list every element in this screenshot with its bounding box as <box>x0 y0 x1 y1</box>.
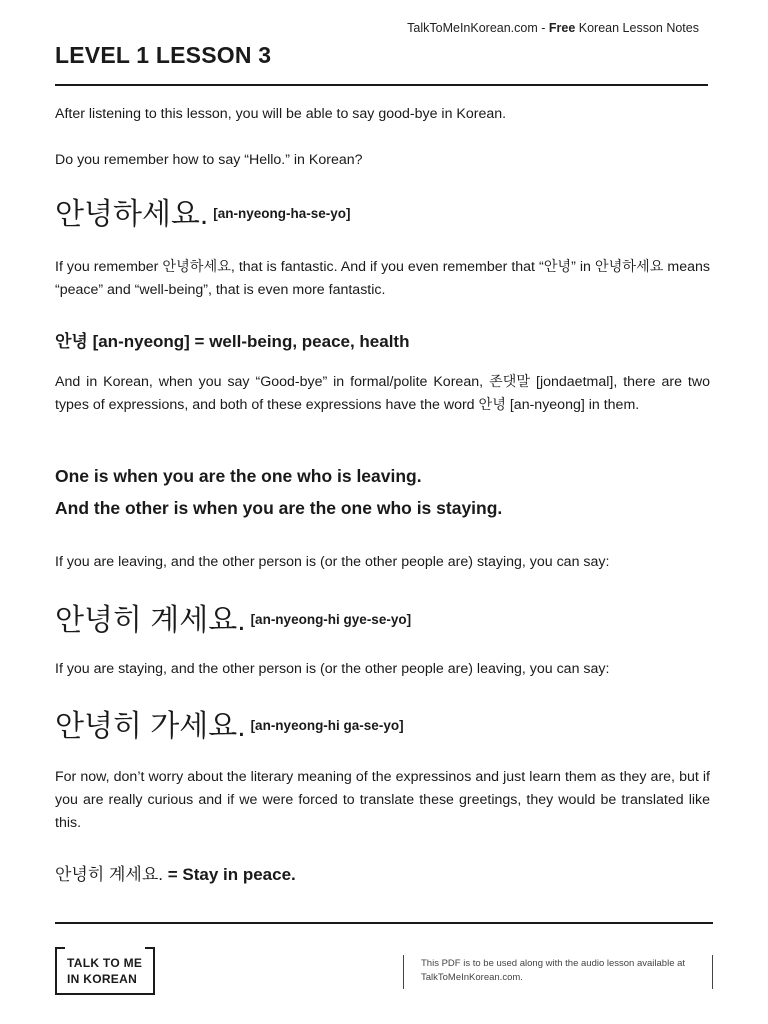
stay-korean: 안녕히 계세요. <box>55 604 246 637</box>
logo-corner-right <box>145 947 155 949</box>
go-romanization: [an-nyeong-hi ga-se-yo] <box>250 718 404 733</box>
translation-korean: 안녕히 계세요. <box>55 865 163 884</box>
footer-bar-left <box>403 955 404 989</box>
title-divider <box>55 84 708 86</box>
header-dash: - <box>537 21 549 35</box>
hello-question: Do you remember how to say “Hello.” in Korean? <box>55 152 363 168</box>
footer-note: This PDF is to be used along with the audio lesson available at TalkToMeInKorean.com. <box>421 958 686 983</box>
logo-line-2: IN KOREAN <box>67 972 138 986</box>
footer-bar-right <box>712 955 713 989</box>
annyeong-definition: 안녕 [an-nyeong] = well-being, peace, health <box>55 332 410 351</box>
hello-romanization: [an-nyeong-ha-se-yo] <box>213 206 351 221</box>
footer-divider <box>55 922 713 924</box>
header-rest: Korean Lesson Notes <box>575 21 699 35</box>
page-title: LEVEL 1 LESSON 3 <box>55 42 272 68</box>
hello-phrase <box>55 189 351 233</box>
hello-korean: 안녕하세요. <box>55 198 209 231</box>
go-korean: 안녕히 가세요. <box>55 710 246 743</box>
logo-corner-left <box>55 947 65 949</box>
go-phrase <box>55 701 404 745</box>
hello-explanation: If you remember 안녕하세요, that is fantastic. And if you even remember that “안녕” in 안녕하세요 means “peace” and “well-being”, that is even more fantastic. <box>55 259 710 298</box>
logo-line-1: TALK TO ME <box>67 956 143 970</box>
goodbye-explanation: And in Korean, when you say “Good-bye” in formal/polite Korean, 존댓말 [jondaetmal], there are two types of expressions, and both of these expressions have the word 안녕 [an-nyeong] in them. <box>55 374 710 413</box>
stay-romanization: [an-nyeong-hi gye-se-yo] <box>250 612 412 627</box>
emphasis-staying: And the other is when you are the one who is staying. <box>55 498 503 518</box>
intro-paragraph: After listening to this lesson, you will be able to say good-bye in Korean. <box>55 106 507 122</box>
translation-english: = Stay in peace. <box>162 865 296 884</box>
stay-phrase <box>55 595 411 639</box>
translation-explanation: For now, don’t worry about the literary meaning of the expressinos and just learn them as they are, but if you are really curious and if we were forced to translate these greetings, they would be translated like this. <box>55 769 710 831</box>
header-site: TalkToMeInKorean.com <box>407 21 538 35</box>
ttmik-logo <box>55 947 155 995</box>
leaving-instruction: If you are leaving, and the other person is (or the other people are) staying, you can say: <box>55 554 610 570</box>
emphasis-leaving: One is when you are the one who is leaving. <box>55 466 422 486</box>
staying-instruction: If you are staying, and the other person is (or the other people are) leaving, you can say: <box>55 661 610 677</box>
header-note <box>407 21 699 35</box>
header-free: Free <box>548 21 576 35</box>
translation-line <box>55 860 296 885</box>
